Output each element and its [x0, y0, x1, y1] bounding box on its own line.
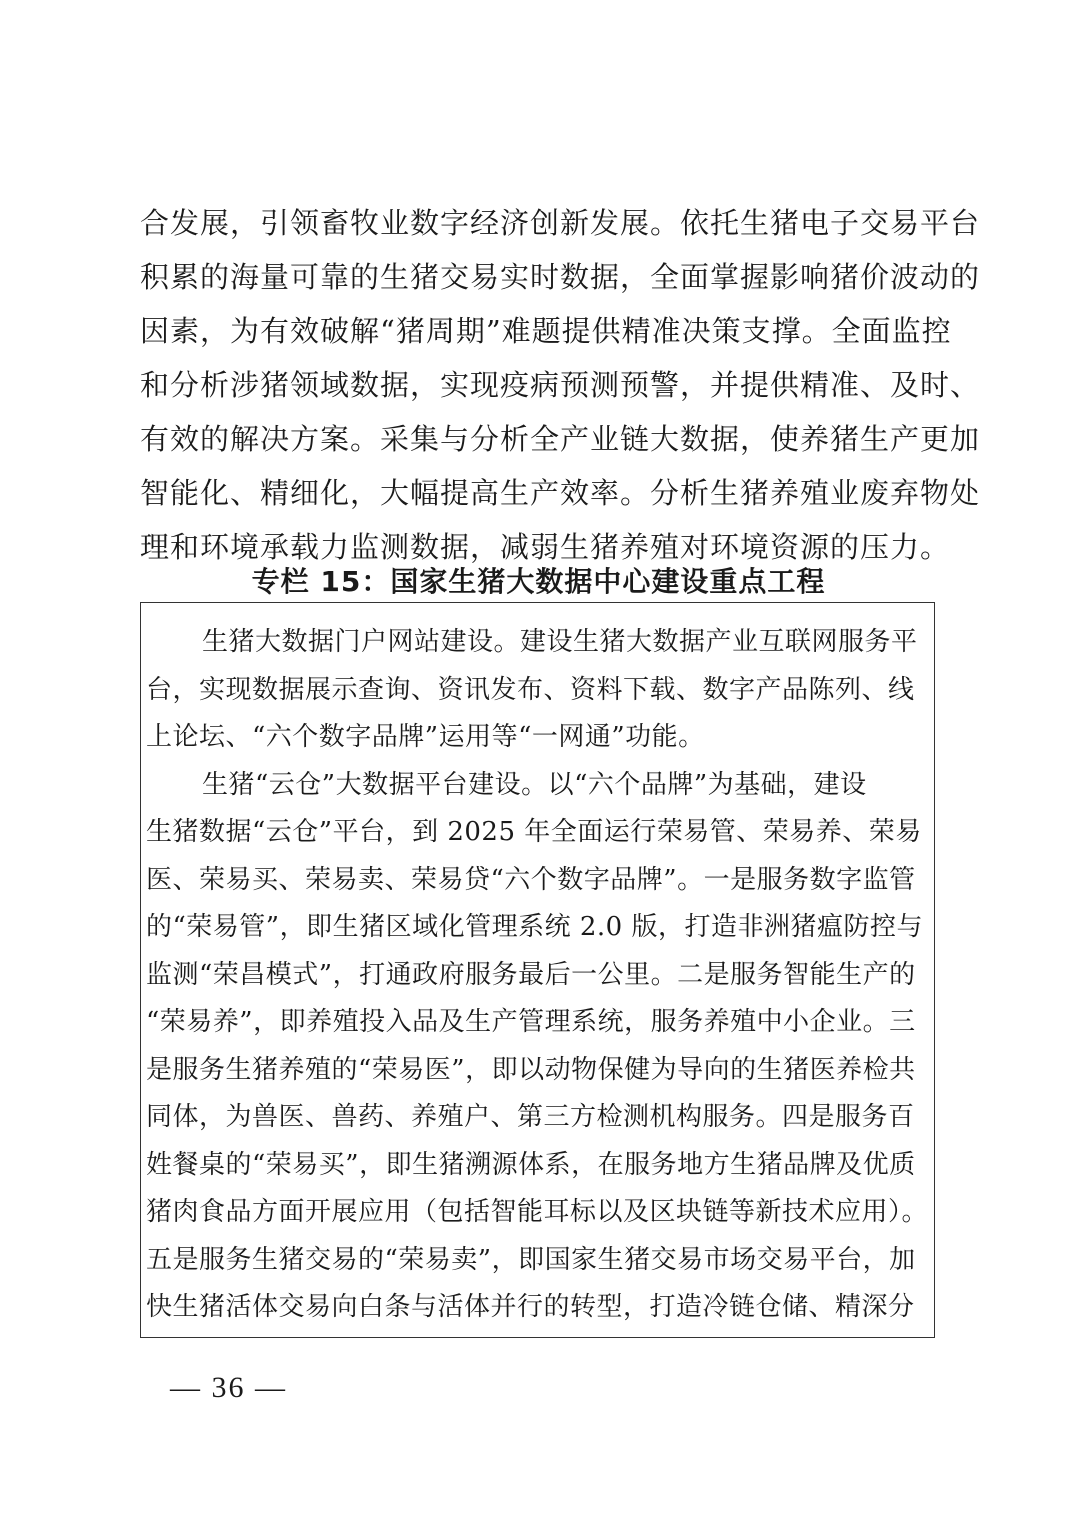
box-line: “荣易养”，即养殖投入品及生产管理系统，服务养殖中小企业。三: [146, 1007, 916, 1037]
box-content: [146, 619, 931, 1332]
box-title: 专栏 15：国家生猪大数据中心建设重点工程: [251, 565, 826, 598]
column-box: [140, 602, 935, 1338]
box-line: 猪肉食品方面开展应用（包括智能耳标以及区块链等新技术应用）。: [146, 1197, 929, 1227]
body-line: 合发展，引领畜牧业数字经济创新发展。依托生猪电子交易平台: [140, 206, 981, 240]
box-line: 监测“荣昌模式”，打通政府服务最后一公里。二是服务智能生产的: [146, 959, 916, 990]
body-line: 积累的海量可靠的生猪交易实时数据，全面掌握影响猪价波动的: [140, 260, 981, 294]
body-line: 和分析涉猪领域数据，实现疫病预测预警，并提供精准、及时、: [140, 368, 981, 402]
box-line: 同体，为兽医、兽药、养殖户、第三方检测机构服务。四是服务百: [146, 1102, 915, 1132]
page-number: — 36 —: [170, 1371, 287, 1404]
box-line: 五是服务生猪交易的“荣易卖”，即国家生猪交易市场交易平台，加: [146, 1244, 916, 1275]
body-line: 有效的解决方案。采集与分析全产业链大数据，使养猪生产更加: [140, 422, 981, 456]
body-line: 理和环境承载力监测数据，减弱生猪养殖对环境资源的压力。: [140, 530, 951, 564]
box-line: 快生猪活体交易向白条与活体并行的转型，打造冷链仓储、精深分: [146, 1292, 915, 1322]
box-line: 医、荣易买、荣易卖、荣易贷“六个数字品牌”。一是服务数字监管: [146, 864, 916, 895]
body-line: 因素，为有效破解“猪周期”难题提供精准决策支撑。全面监控: [140, 314, 952, 348]
box-line: 生猪大数据门户网站建设。建设生猪大数据产业互联网服务平: [202, 627, 918, 657]
box-line: 是服务生猪养殖的“荣易医”，即以动物保健为导向的生猪医养检共: [146, 1054, 916, 1085]
box-line: 姓餐桌的“荣易买”，即生猪溯源体系，在服务地方生猪品牌及优质: [146, 1149, 916, 1180]
box-line: 上论坛、“六个数字品牌”运用等“一网通”功能。: [146, 722, 705, 752]
body-paragraph: [140, 196, 981, 574]
box-line: 生猪“云仓”大数据平台建设。以“六个品牌”为基础，建设: [202, 769, 867, 800]
box-line: 的“荣易管”，即生猪区域化管理系统 2.0 版，打造非洲猪瘟防控与: [146, 912, 923, 942]
box-line: 生猪数据“云仓”平台，到 2025 年全面运行荣易管、荣易养、荣易: [146, 817, 922, 847]
box-line: 台，实现数据展示查询、资讯发布、资料下载、数字产品陈列、线: [146, 674, 915, 705]
body-line: 智能化、精细化，大幅提高生产效率。分析生猪养殖业废弃物处: [140, 476, 981, 510]
